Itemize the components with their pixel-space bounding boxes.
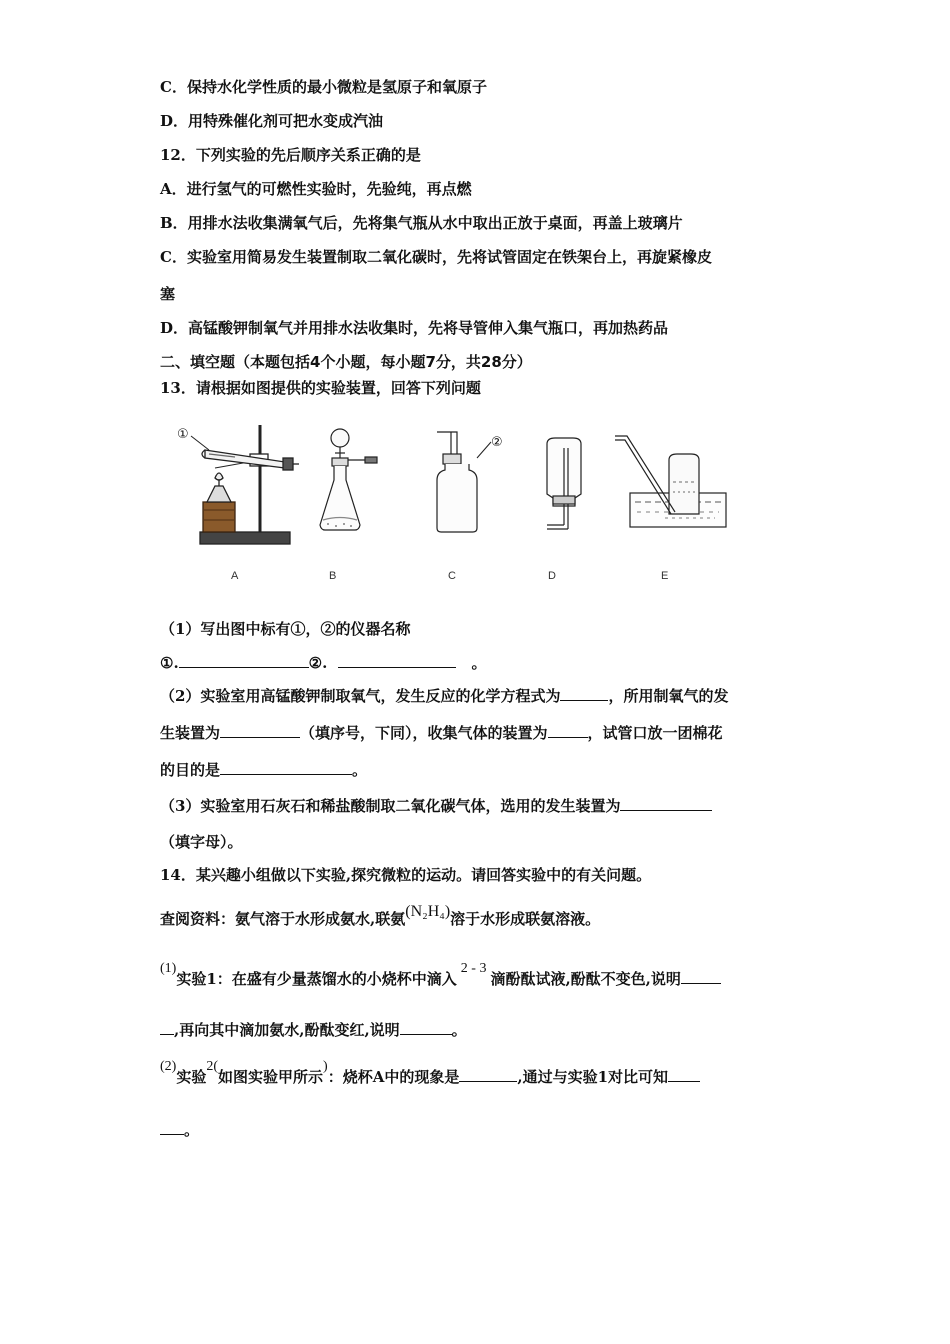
q14-p5b: 如图实验甲所示	[218, 1068, 324, 1086]
section-heading: 二、填空题（本题包括4个小题，每小题7分，共28分）	[160, 353, 532, 371]
apparatus-e	[615, 436, 726, 527]
q13-p3a: （2）实验室用高锰酸钾制取氧气，发生反应的化学方程式为	[160, 687, 561, 705]
q13-p4c: ，试管口放一团棉花	[587, 724, 723, 742]
q13-p4a: 生装置为	[160, 724, 221, 742]
q13-mark2-label: ②.	[308, 654, 328, 672]
q14-p5c: ：烧杯A中的现象是	[327, 1068, 460, 1086]
q14-p6: 。	[184, 1121, 200, 1139]
q14-blank-2[interactable]	[400, 1019, 452, 1035]
apparatus-drawing	[175, 420, 735, 595]
q13-part2-line2	[160, 722, 723, 744]
q13-answer-names	[160, 652, 486, 674]
q14-p3b: 滴酚酞试液,酚酞不变色,说明	[490, 970, 681, 988]
option-c-q12-cont: 塞	[160, 285, 176, 303]
q14-p2a: 查阅资料：氨气溶于水形成氨水,联氨	[160, 910, 406, 928]
q14-p5a: 实验	[176, 1068, 207, 1086]
question-14: 14．某兴趣小组做以下实验,探究微粒的运动。请回答实验中的有关问题。	[160, 866, 652, 884]
q13-p4b: （填序号，下同），收集气体的装置为	[300, 724, 548, 742]
q13-blank-co2-device[interactable]	[620, 795, 712, 811]
q14-exp1-line2	[160, 1019, 467, 1041]
q14-num-1: (1)	[160, 961, 177, 976]
q13-p5b: 。	[352, 761, 368, 779]
q13-part2-line1	[160, 685, 728, 707]
q14-p5d: ,通过与实验1对比可知	[517, 1068, 669, 1086]
option-c-q12: C．实验室用简易发生装置制取二氧化碳时，先将试管固定在铁架台上，再旋紧橡皮	[160, 248, 712, 266]
label-c: C	[448, 570, 456, 582]
q14-blank-1[interactable]	[681, 968, 721, 984]
label-e: E	[661, 570, 669, 582]
option-d-q11: D．用特殊催化剂可把水变成汽油	[160, 112, 384, 130]
q14-formula: (N₂H₄)	[405, 903, 451, 920]
q13-part3-line2: （填字母）。	[160, 833, 243, 851]
q14-reference	[160, 903, 601, 931]
q13-blank-generator[interactable]	[220, 722, 300, 738]
q14-exp1-line1	[160, 961, 721, 992]
apparatus-c	[437, 432, 491, 532]
q13-p3b: ，所用制氧气的发	[608, 687, 729, 705]
q14-blank-3[interactable]	[459, 1066, 517, 1082]
q14-p3a: 实验1：在盛有少量蒸馏水的小烧杯中滴入	[176, 970, 457, 988]
q14-p4a: ,再向其中滴加氨水,酚酞变红,说明	[174, 1021, 400, 1039]
mark-2: ②	[491, 435, 503, 450]
q13-blank-1[interactable]	[179, 652, 309, 668]
q13-part2-line3	[160, 759, 367, 781]
q14-blank-4[interactable]	[668, 1066, 700, 1082]
q13-blank-equation[interactable]	[560, 685, 608, 701]
q13-p5a: 的目的是	[160, 761, 221, 779]
label-b: B	[329, 570, 337, 582]
q14-exp2-line1	[160, 1059, 700, 1090]
option-c-q11: C．保持水化学性质的最小微粒是氢原子和氧原子	[160, 78, 487, 96]
q14-drops: 2 - 3	[460, 961, 487, 976]
q14-blank-1-cont[interactable]	[160, 1019, 174, 1035]
q13-p6a: （3）实验室用石灰石和稀盐酸制取二氧化碳气体，选用的发生装置为	[160, 797, 621, 815]
q14-p4b: 。	[451, 1021, 467, 1039]
q13-mark1-label: ①.	[160, 654, 179, 672]
apparatus-b	[320, 429, 377, 530]
q14-paren: )	[323, 1059, 328, 1074]
option-b-q12: B．用排水法收集满氧气后，先将集气瓶从水中取出正放于桌面，再盖上玻璃片	[160, 214, 683, 232]
q13-part1: （1）写出图中标有①，②的仪器名称	[160, 620, 411, 638]
q14-num-2: (2)	[160, 1059, 177, 1074]
q13-blank-purpose[interactable]	[220, 759, 352, 775]
q13-blank-collector[interactable]	[548, 722, 588, 738]
label-a: A	[231, 570, 239, 582]
apparatus-d	[547, 438, 581, 529]
apparatus-figure	[175, 420, 735, 595]
question-13: 13．请根据如图提供的实验装置，回答下列问题	[160, 379, 481, 397]
q14-p2b: 溶于水形成联氨溶液。	[450, 910, 601, 928]
q14-exp2-line2	[160, 1119, 199, 1141]
option-a-q12: A．进行氢气的可燃性实验时，先验纯，再点燃	[160, 180, 472, 198]
q14-blank-4-cont[interactable]	[160, 1119, 184, 1135]
q14-exp-num: 2(	[206, 1059, 219, 1074]
mark-1: ①	[177, 427, 189, 442]
option-d-q12: D．高锰酸钾制氧气并用排水法收集时，先将导管伸入集气瓶口，再加热药品	[160, 319, 669, 337]
q13-part3-line1	[160, 795, 712, 817]
q13-blank-2[interactable]	[338, 652, 456, 668]
label-d: D	[548, 570, 556, 582]
q13-period-1: 。	[471, 654, 487, 672]
apparatus-a	[191, 425, 299, 544]
question-12: 12．下列实验的先后顺序关系正确的是	[160, 146, 421, 164]
